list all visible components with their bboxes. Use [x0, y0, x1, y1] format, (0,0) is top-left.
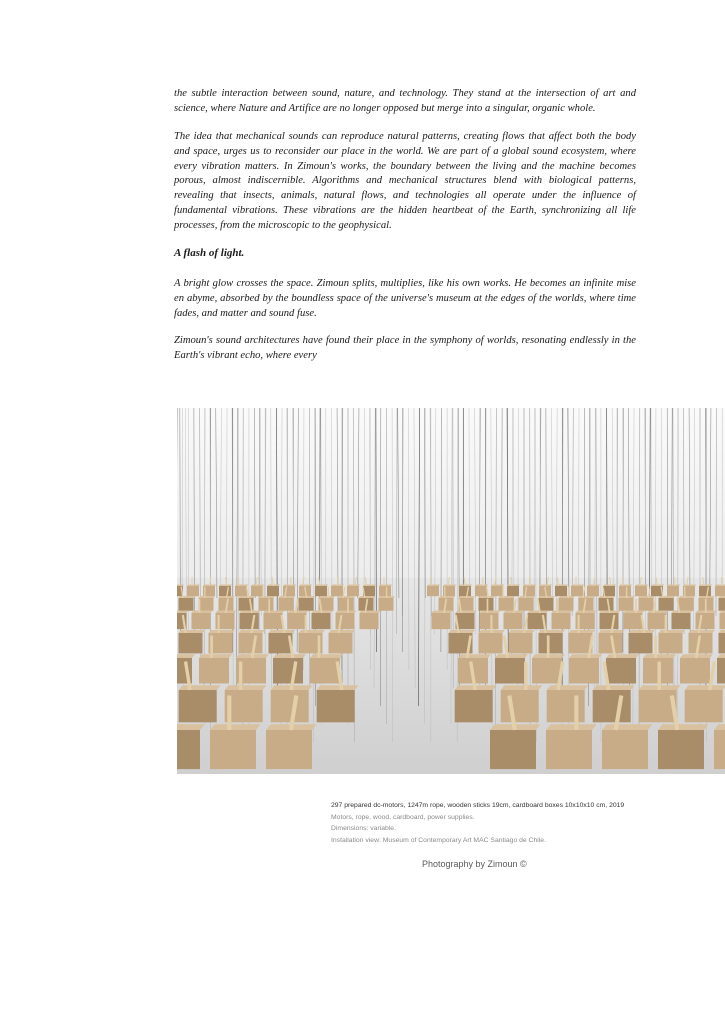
section-heading: A flash of light.	[174, 247, 245, 259]
installation-illustration	[177, 408, 725, 774]
photo-credit: Photography by Zimoun ©	[422, 859, 527, 869]
installation-photo	[177, 408, 725, 774]
body-paragraph-4: Zimoun's sound architectures have found their place in the symphony of worlds, resonating endlessly in the Earth's vibrant echo, where every	[174, 335, 636, 361]
body-paragraph-1: the subtle interaction between sound, nature, and technology. They stand at the intersection of art and science, where Nature and Artifice are no longer opposed but merge into a singular, organic whole.	[174, 88, 636, 114]
caption-materials: 297 prepared dc-motors, 1247m rope, wooden sticks 19cm, cardboard boxes 10x10x10 cm, 2019	[331, 802, 625, 809]
photo-caption	[331, 800, 661, 847]
caption-installation-view: Installation view: Museum of Contemporary Art MAC Santiago de Chile.	[331, 837, 546, 845]
body-paragraph-2: The idea that mechanical sounds can reproduce natural patterns, creating flows that affect both the body and space, urges us to reconsider our place in the world. We are part of a global sound ecosystem, where every vibration matters. In Zimoun's works, the boundary between the living and the machine becomes porous, almost indiscernible. Algorithms and mechanical structures blend with biological patterns, revealing that insects, animals, natural flows, and technologies all operate under the influence of fundamental vibrations. These vibrations are the hidden heartbeat of the Earth, synchronizing all life processes, from the microscopic to the geophysical.	[174, 131, 636, 231]
caption-dimensions: Dimensions: variable.	[331, 825, 396, 833]
caption-media: Motors, rope, wood, cardboard, power supplies.	[331, 813, 475, 821]
body-paragraph-3: A bright glow crosses the space. Zimoun splits, multiplies, like his own works. He becomes an infinite mise en abyme, absorbed by the boundless space of the universe's museum at the edges of the worlds, where time fades, and matter and sound fuse.	[174, 278, 636, 319]
